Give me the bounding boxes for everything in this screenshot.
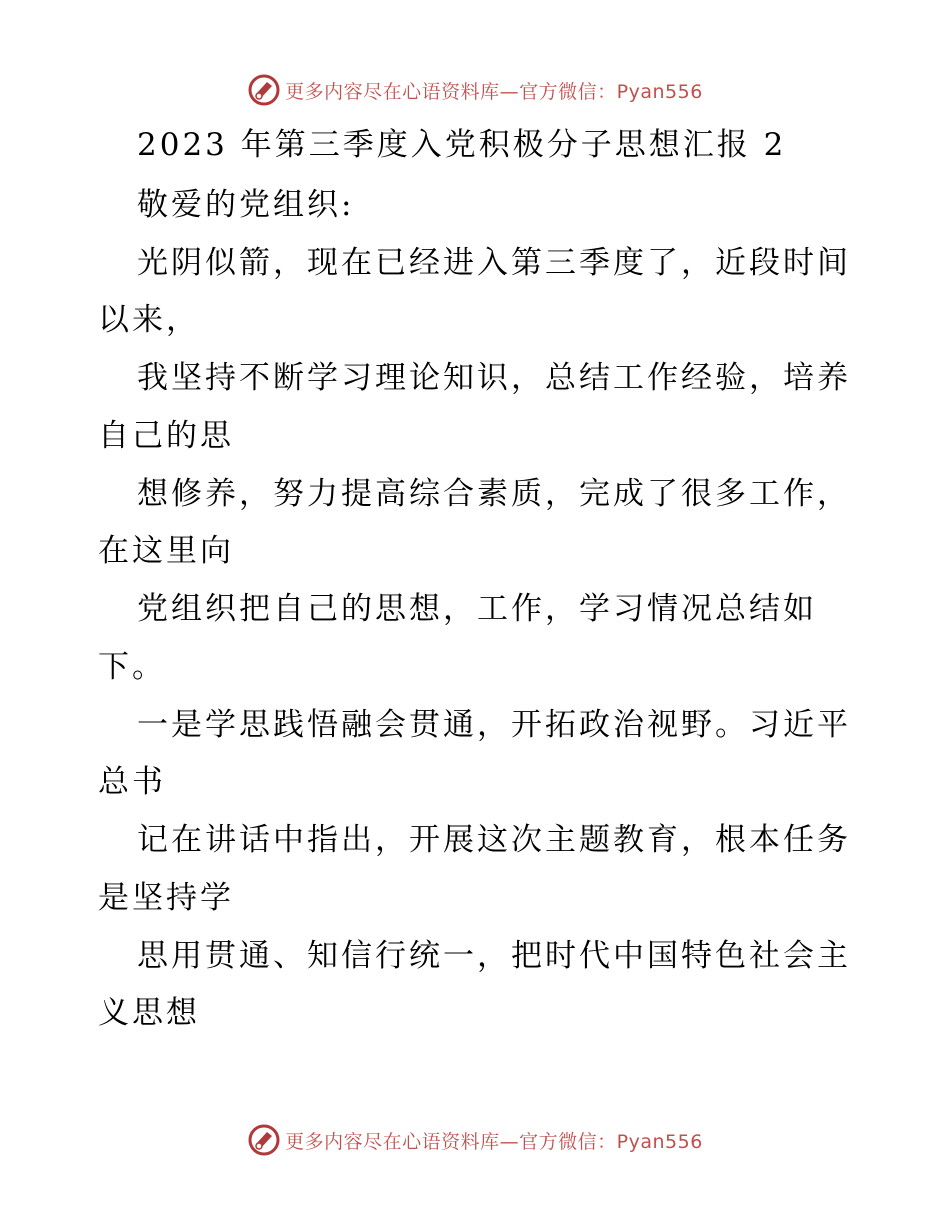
watermark-text: 更多内容尽在心语资料库—官方微信：Pyan556	[285, 1130, 703, 1153]
salutation: 敬爱的党组织:	[137, 187, 355, 223]
text-line: 下。	[98, 649, 166, 685]
watermark-text: 更多内容尽在心语资料库—官方微信：Pyan556	[285, 80, 703, 103]
logo-seal-icon	[247, 1123, 281, 1157]
text-line: 以来，	[98, 302, 200, 338]
text-line: 在这里向	[98, 533, 234, 569]
document-title: 2023 年第三季度入党积极分子思想汇报 2	[137, 127, 787, 163]
header-watermark	[0, 70, 950, 110]
text-line: 党组织把自己的思想，工作，学习情况总结如	[137, 591, 817, 627]
text-line: 光阴似箭，现在已经进入第三季度了，近段时间	[137, 245, 851, 281]
text-line: 总书	[98, 764, 166, 800]
text-line: 是坚持学	[98, 880, 234, 916]
text-line: 义思想	[98, 995, 200, 1031]
text-line: 思用贯通、知信行统一，把时代中国特色社会主	[137, 938, 851, 974]
text-line: 记在讲话中指出，开展这次主题教育，根本任务	[137, 822, 851, 858]
footer-watermark	[0, 1120, 950, 1160]
text-line: 自己的思	[98, 418, 234, 454]
text-line: 想修养，努力提高综合素质，完成了很多工作，	[137, 476, 851, 512]
text-line: 一是学思践悟融会贯通，开拓政治视野。习近平	[137, 707, 851, 743]
logo-seal-icon	[247, 73, 281, 107]
text-line: 我坚持不断学习理论知识，总结工作经验，培养	[137, 360, 851, 396]
